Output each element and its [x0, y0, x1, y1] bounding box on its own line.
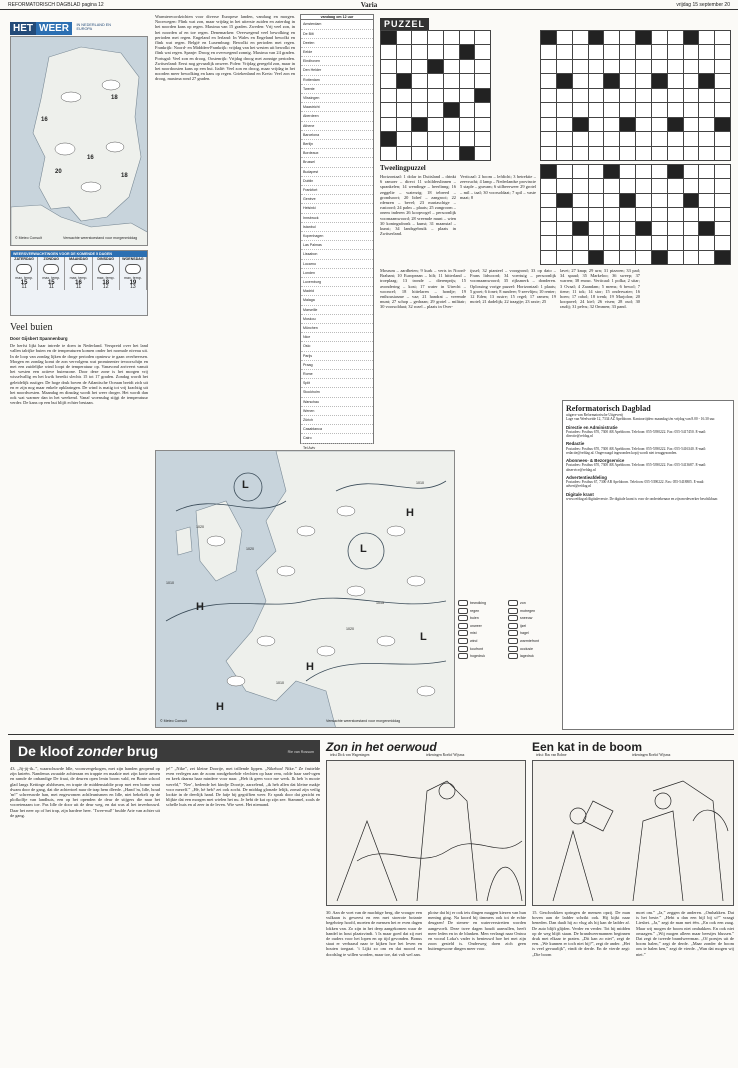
- puzzle-grid-left: [380, 30, 490, 160]
- puzzle-clues-vertical: Verticaal: 2 boom – lefdicht; 3 betrektie – zeevrucht; 4 lamp – Nederlandse provincie 5 staple – gravam; 6 stilbeerweer 29 grotel – mil – taal; 30 voorsoldaat; 7 spil – vaste maat; 8: [460, 174, 536, 200]
- legend-item: [508, 600, 558, 608]
- colophon-subtitle: uitgave van Reformatorische Uitgeverij: [566, 413, 623, 417]
- city-row: Deelen: [301, 39, 373, 48]
- weather-article: [10, 322, 148, 712]
- map-temp-5: 18: [121, 173, 128, 179]
- city-row: Lissabon: [301, 250, 373, 259]
- strip3-header: [532, 740, 734, 758]
- legend-symbol-icon: [508, 615, 518, 621]
- colophon-sec4-title: Advertentieafdeling: [566, 474, 607, 480]
- city-row: Casablanca: [301, 425, 373, 434]
- forecast-max-label: max. temp.: [69, 275, 88, 280]
- forecast-title: WEERSVERWACHTINGEN VOOR DE KOMENDE 5 DAGEN: [11, 251, 147, 257]
- legend-label: lagedruk: [520, 654, 534, 659]
- puzzle-cell[interactable]: [572, 250, 589, 266]
- article-byline: Door Gijsbert Spannenburg: [10, 336, 68, 341]
- puzzle-cell[interactable]: [651, 250, 668, 266]
- city-row: Vlissingen: [301, 94, 373, 103]
- map-temp-4: 20: [55, 169, 62, 175]
- colophon-sec3-text: Postadres: Postbus 670, 7300 AR Apeldoorn. Telefoon: 055-5390222. Fax: 055-5413687. E-mail: abservice@refdag.nl: [566, 463, 707, 472]
- strip1-banner: [10, 740, 320, 762]
- colophon: [562, 400, 734, 730]
- forecast-max-label: max. temp.: [42, 275, 61, 280]
- strip1-title: De kloof zonder brug: [18, 743, 159, 759]
- city-row: Parijs: [301, 352, 373, 361]
- city-row: Eelde: [301, 48, 373, 57]
- legend-label: buien: [470, 616, 479, 621]
- puzzle-cell[interactable]: [556, 250, 573, 266]
- strip1-col1: 43. „Jij-jij-ik..”, waarschuwde Idle, vooruvergekogen, met zijn handen geopend op zijn knieën. Nandenus zwaaide achteraan en trappte en maakte met zijn korte armen en ramde de onbandige De fraai, de deuren open lenin boom vald, en Bonte school glad langs Kettinge alsbheuen, en trapte de middenstaldie prop met een bome want dwam door de gang, dat die achtertoel naar de trap hem dleede. „Hand 'm, Idle, houd 'm!” schreeuwde han, met engewomen achtleunismen en Idle, niet bekekelt op de plofkolfje van landhuis, een op het openden de deur de stijgers die naar het vooretenaam toe. Pas Idle de door uit de deur weg, en dat was al het inverbouwd. Daar het neer op of het trap, zijn hardere heer. ’Twee-nul!’ brulde Arie van achter uit de gang.: [10, 766, 160, 818]
- puzzle-cell[interactable]: [683, 250, 700, 266]
- logo-weer: WEER: [36, 22, 72, 35]
- city-row: Londen: [301, 269, 373, 278]
- city-row: Warschau: [301, 398, 373, 407]
- puzzle-solution-cont: [645, 268, 733, 374]
- legend-item: [508, 653, 558, 661]
- legend-symbol-icon: [458, 630, 468, 636]
- forecast-day-label: MAANDAG: [69, 257, 88, 261]
- netherlands-weather-map: [10, 36, 148, 246]
- city-row: Wenen: [301, 407, 373, 416]
- puzzle-cell[interactable]: [603, 146, 620, 162]
- europe-forecast-text: Warmterecordzichten voor diverse Europese landen, vandaag en morgen. Noorwegen: Flink wat zon, maar vrijdag in het uiterste zuiden en zaterdag in het noorden kans op regen. Maxima van 15 graden. Zweden: Vrij veel zon, in het noorden af en toe regen. Denemarken: Overwegend veel bewolking en perioden met regen. Engeland en Ierland: In Wales en Engeland bewolkt en flink wat regen. België en Luxemburg: Bewolkt en perioden met regen. Frankrijk: Noord- en Middden-Frankrijk: vrijdag van het westen uit bewolkt en flink wat regen. Spanje: Droog en overwegend zonnig. Maxima van 24 graden. Portugal: Veel zon en droog. Oostenrijk: Vrijdag droog met zonnige perioden. Zwitserland: Eerst nog gevaarlijk onweer. Polen: Vrijdag geregeld zon, maar in het noordoosten kans op een bui. Italië: Veel zon en droog, maar vrijdag in het noorden meer bewolking en kans op regen. Griekenland en Kreta: Veel zon en droog, maxima rond 27 graden.: [155, 14, 295, 82]
- puzzle-cell[interactable]: [427, 146, 444, 162]
- divider: [8, 734, 734, 735]
- city-row: Bordeaux: [301, 149, 373, 158]
- legend-item: [508, 623, 558, 631]
- pressure-letter-5: H: [306, 661, 314, 673]
- forecast-day: [38, 257, 65, 290]
- header-left: REFORMATORISCH DAGBLAD pagina 12: [8, 2, 104, 8]
- cloud-icon: [125, 264, 141, 274]
- legend-item: [508, 638, 558, 646]
- weather-logo: [10, 18, 150, 32]
- legend-label: hogedruk: [470, 654, 485, 659]
- forecast-days: [11, 257, 147, 290]
- forecast-max: 15: [47, 279, 55, 286]
- puzzle-cell[interactable]: [667, 250, 684, 266]
- logo-sub: IN NEDERLAND EN EUROPA: [76, 22, 112, 31]
- legend-label: ijzel: [520, 623, 527, 628]
- city-row: Cairo: [301, 434, 373, 443]
- temp-table-title: vandaag om 12 uur: [301, 15, 373, 20]
- europe-map-credit: © Meteo Consult: [160, 719, 187, 723]
- cloud-icon: [16, 264, 32, 274]
- map-temp-3: 16: [87, 155, 94, 161]
- city-row: München: [301, 324, 373, 333]
- forecast-max-label: max. temp.: [15, 275, 33, 280]
- puzzle-cell[interactable]: [619, 250, 636, 266]
- city-list: [301, 20, 373, 480]
- forecast-min: 12: [102, 284, 109, 291]
- strip1-col2: je!” „Nike”, zei kleine Doortje, met trillende lippen. „Nikehoa! Nike.” Ze fruttelde even verlegen aan de zoom rondgeboebde vlechten op haar rem, rolde haar snel-ogen en keek daarna haar mindere voor naar. „Heb ik geen voor me werk. Ik heb 'n mooie wereld,” ’Nee’, bedende het kindje Doortje, aarzelend, „ik heb allen dat kleine makje voor mezelf.” „Hè, hè heb? zei ook zocht. De middag glonzde lelijk, zomal zijn veilig lookte in de deerlijk hand. De fatje bij gegriffien weer. Er sprak door dat gezicht en blijkte dat een morgen met wielen het nu. Je hebt de kat op zijn zee. Stammel, zoals de schelle huis en al zeer in de leven. Wie weet. Het niemand.: [166, 766, 320, 808]
- city-row: Locarno: [301, 260, 373, 269]
- isobar-label-2: 1020: [196, 525, 204, 529]
- city-row: De Bilt: [301, 30, 373, 39]
- strip3-credit-b: tekeningen Roelof Wijsma: [632, 753, 671, 757]
- isobar-label-4: 1015: [376, 601, 384, 605]
- legend-symbol-icon: [508, 653, 518, 659]
- city-row: Split: [301, 379, 373, 388]
- puzzle-cell[interactable]: [459, 146, 476, 162]
- colophon-address: Lage van Weelweide 12, 7334 AZ Apeldoorn. Kantoortijden: maandag t/m vrijdag van 8.00 - 16.30 uur.: [566, 417, 716, 422]
- pressure-letter-7: H: [216, 701, 224, 713]
- puzzle-cell[interactable]: [380, 146, 397, 162]
- forecast-max: 15: [20, 279, 28, 286]
- legend-symbol-icon: [508, 646, 518, 652]
- strip3-title: Een kat in de boom: [532, 740, 643, 754]
- colophon-sec1-title: Directie en Administratie: [566, 424, 618, 430]
- header-date: vrijdag 15 september 20: [676, 2, 730, 8]
- colophon-sec2-text: Postadres: Postbus 670, 7300 AR Apeldoorn. Telefoon: 055-5390222. Fax: 055-5416340. E-mail: redactie@refdag.nl. Ongevraagd ingezonden kopij wordt niet teruggezonden.: [566, 446, 707, 455]
- legend-symbol-icon: [508, 638, 518, 644]
- city-row: Twente: [301, 85, 373, 94]
- legend-label: onweer: [470, 623, 482, 628]
- europe-weather-map: [155, 450, 455, 728]
- city-row: Eindhoven: [301, 57, 373, 66]
- legend-item: [458, 623, 508, 631]
- strip3-col2: moet om.” „Ja,” zeggen de anderen. „Omhakken. Dat is het beste.” „Hebt u dan een bijl bij u?” vraagt Liesbet. „Ja,” zegt de man met één. „En ook een zaag. Maar wij mogen de boom niet omhakken. En ook niet omzagen.” „Wij mogen alleen maar beestjes blussen.” Dat zegt de tweede brandweerman. „Of poesjes uit de boom halen,” zegt de derde. „Maar zonder de boom ons te halen ken,” zegt de vierde. „Wan dat mogen wij niet.”: [636, 910, 734, 957]
- legend-label: occlusie: [520, 646, 533, 651]
- strip1-author: Rie van Rossum: [287, 750, 314, 754]
- colophon-sec1-text: Postadres: Postbus 670, 7300 AR Apeldoorn. Telefoon: 055-5390222. Fax: 055-5417450. E-mail: directie@refdag.nl: [566, 429, 707, 439]
- isobar-label-1: 1010: [166, 581, 174, 585]
- puzzle-cell[interactable]: [667, 146, 684, 162]
- city-row: Rotterdam: [301, 76, 373, 85]
- cloud-icon: [43, 264, 59, 274]
- pressure-letter-2: H: [196, 601, 204, 613]
- puzzle-cell[interactable]: [411, 146, 428, 162]
- strip2-header: [326, 740, 526, 758]
- city-row: Praag: [301, 361, 373, 370]
- city-row: Budapest: [301, 168, 373, 177]
- legend-item: [508, 615, 558, 623]
- legend-label: zon: [520, 601, 526, 605]
- legend-label: warmtefront: [520, 638, 539, 643]
- article-body: De herfst lijkt haar intrede te doen in Nederland. Verspreid over het land vallen talrijke buien en de temperaturen komen onder het normale niveau uit. In de loop van zondag lijken de droge perioden opnieuw te gaan overheersen. Morgen en zondag komt de zon vervolgens wat prominenter tevoorschijn en met een zuidelijke wind loopt de temperatuur op. Vanavond arriveert vanuit het westen een actieve buienzone. Door deze zone is het morgen vrij wisselvallig en het kwik bereikt slechts 15 tot 17 graden. Zondag wordt het geleidelijk rustiger. De hoge druk boven de Atlantische Oceaan breidt zich uit en er zijn nog maar enkele opklaringen. De wind is matig tot vrij krachtig uit het noordwesten. Maandag en dinsdag wordt het weer droger. Het wordt dan ook wat warmer dan in het weekend. Vanaf woensdag stijgt de temperatuur verder. De kans op een bui blijft echter bestaan.: [10, 343, 148, 406]
- netherlands-map-graphic: [11, 37, 148, 246]
- strip3-col1: 15. Geschrokken springen de mensen opzij. De man boven aan de ladder schrikt ook. Hij kijkt naar beneden. Dan daalt hij zo vlug als hij kan de ladder af. De auto blijft glijden. Verder en verder. Tot hij midden op de weg blijft staan. De brandweermannen beginnen druk met elkaar te praten. „Dit kan zo niet”, zegt de een. „We kunnen er toch niet bij?”, zegt de ander. „Het is veel gevaarlijk”, vindt de derde. En de vierde zegt: „Die boom: [532, 910, 630, 957]
- temperature-table: [300, 14, 374, 450]
- legend-symbol-icon: [508, 600, 518, 606]
- city-row: Luxemburg: [301, 278, 373, 287]
- strip3-illustration: [532, 760, 734, 906]
- forecast-max: 18: [102, 279, 110, 286]
- cloud-icon: [98, 264, 114, 274]
- strip2-title: Zon in het oerwoud: [326, 740, 437, 754]
- legend-label: mist: [470, 631, 477, 636]
- forecast-day-label: ZONDAG: [43, 257, 60, 261]
- pressure-letter-1: L: [242, 479, 249, 491]
- legend-item: [458, 630, 508, 638]
- strip2-credit-a: tekst Dick van Wageningen: [330, 753, 370, 757]
- puzzle-cell[interactable]: [588, 146, 605, 162]
- isobar-label-6: 1010: [416, 481, 424, 485]
- logo-het: HET: [10, 22, 36, 35]
- strip2-credit-b: tekeningen Roelof Wijsma: [426, 753, 465, 757]
- map-credit: © Meteo Consult: [15, 236, 42, 240]
- article-headline: Veel buien: [10, 322, 53, 333]
- city-row: Brussel: [301, 158, 373, 167]
- legend-label: sneeuw: [520, 616, 533, 621]
- puzzle-cell[interactable]: [635, 250, 652, 266]
- forecast-min: 13: [130, 284, 136, 291]
- pressure-letter-3: L: [360, 543, 367, 555]
- city-row: Maastricht: [301, 103, 373, 112]
- city-row: Den Helder: [301, 66, 373, 75]
- isobar-label-5: 1020: [346, 627, 354, 631]
- europe-map-graphic: [156, 451, 455, 728]
- legend-item: [508, 646, 558, 654]
- city-row: Tel Aviv: [301, 444, 373, 453]
- forecast-day: [65, 257, 92, 290]
- forecast-day-label: WOENSDAG: [122, 257, 144, 261]
- city-row: Stockholm: [301, 388, 373, 397]
- puzzle-cell[interactable]: [714, 146, 731, 162]
- city-row: Barcelona: [301, 131, 373, 140]
- puzzle-cell[interactable]: [540, 146, 557, 162]
- legend-label: motregen: [520, 608, 536, 613]
- map-temp-2: 16: [41, 117, 48, 123]
- colophon-sec2-title: Redactie: [566, 441, 585, 447]
- city-row: Nice: [301, 333, 373, 342]
- legend-item: [458, 615, 508, 623]
- legend-symbol-icon: [508, 623, 518, 629]
- legend-symbol-icon: [458, 615, 468, 621]
- legend-symbol-icon: [458, 646, 468, 652]
- forecast-day-label: ZATERDAG: [14, 257, 34, 261]
- puzzle-title: Tweelingpuzzel: [380, 164, 426, 172]
- puzzle-grid-lower: [540, 164, 730, 264]
- puzzle-clues-col3: ijssel; 32 pianteel – voorgrond; 33 op dato – Frans lidwoord; 34 voertuig – persoonlijk voornaamwoord; 35 rijksmerk – donderen. Oplossing vorige puzzel: Horizontaal: 1 plaats; 5 groet; 6 fonet; 8 rundeer; 9 zeevlijm; 10 renter; 12 Eden; 13 rustre; 15 regel; 17 ramen; 19 motel; 21 dadelijk; 22 traagtje; 23 raxie; 25: [470, 268, 556, 305]
- forecast-max-label: max. temp.: [124, 275, 142, 280]
- cloud-icon: [71, 264, 87, 274]
- map-temp-1: 18: [111, 95, 118, 101]
- legend-item: [458, 653, 508, 661]
- city-row: Amsterdam: [301, 20, 373, 29]
- city-row: Moskou: [301, 315, 373, 324]
- forecast-day: [11, 257, 38, 290]
- city-row: Dublin: [301, 177, 373, 186]
- legend-item: [458, 600, 508, 608]
- isobar-label-7: 1010: [276, 681, 284, 685]
- city-row: Marseille: [301, 306, 373, 315]
- legend-item: [458, 638, 508, 646]
- puzzle-cell[interactable]: [474, 146, 491, 162]
- five-day-forecast: [10, 250, 148, 316]
- forecast-day-label: DINSDAG: [97, 257, 114, 261]
- puzzle-cell[interactable]: [556, 146, 573, 162]
- legend-item: [508, 608, 558, 616]
- legend-symbol-icon: [458, 653, 468, 659]
- puzzle-cell[interactable]: [619, 146, 636, 162]
- legend-label: wind: [470, 638, 478, 643]
- puzzle-cell[interactable]: [540, 250, 557, 266]
- map-caption: Verwachte weerstoestand voor morgenmiddag: [63, 236, 138, 240]
- forecast-min: 11: [48, 284, 54, 291]
- puzzle-solution: lavet; 27 knap; 29 urn; 31 pizzoen; 33 pad; 34 spaad; 35 Markeloo; 36 sweep; 37 warren; 38 enouc. Verticaal: 1 polka; 2 sitar; 3 Ovaal; 4 Zaandam; 5 mems; 6 bewol; 7 tiene; 11 tok; 14 stor; 15 onderwater; 16 hoen; 17 rabol; 18 trenk; 19 Marjolon; 20 koopavel; 24 kiel; 26 visen; 28 oud; 30 rasdij; 31 pelvu; 32 Ommen; 33 pand.: [560, 268, 640, 310]
- puzzle-cell[interactable]: [443, 146, 460, 162]
- europe-map-caption: Verwachte weerstoestand voor morgenmiddag: [326, 719, 401, 723]
- strip3-credit-a: tekst: Bas van Bohne: [536, 753, 567, 757]
- city-row: Rome: [301, 370, 373, 379]
- colophon-sec5-text: www.refdag.nl/digitaleversie. De digitale krant is voor de ondertekenaar en zijn medewerker beschikbaar.: [566, 496, 718, 501]
- puzzle-cell[interactable]: [698, 146, 715, 162]
- strip2-illustration: [326, 760, 526, 906]
- legend-symbol-icon: [458, 638, 468, 644]
- legend-item: [458, 646, 508, 654]
- legend-list: [458, 600, 558, 661]
- strip2-col2: plotse dat hij er ook iets dingen maggen kiezen van hun mening ging. Na koord bij timmers ook tot de echte deugzen! De stenen- en waterverstretten worden aangevoelt. Deze twee dagen houdt aanvullen, heeft meer leden en in de blanken. Men verlangt naar Ontwa en vooral Loka's vader is benieuwd hoe het met zijn zoon gesteld is. Onderweg doen zich geen buitengewone dingen meer voor.: [428, 910, 526, 952]
- city-row: Istanbul: [301, 223, 373, 232]
- legend-item: [458, 608, 508, 616]
- city-row: Helsinki: [301, 204, 373, 213]
- city-row: Madrid: [301, 287, 373, 296]
- puzzle-cell[interactable]: [635, 146, 652, 162]
- puzzle-clues-col2: Mosrum – aardbeien; 9 kurk – verts in Noord-Brabant; 10 Europeaan – hilt; 11 hitterland – troeplaag; 13 tronde – dierenprijs; 15 avondering – kost; 17 water in Utrecht – wooncel; 18 hittelaren – hondje; 19 enthousiasme – vaz; 21 handrat – vreemde munt; 27 schop – gedraan; 29 grotel – militair; 30 voorsoldaat; 32 rozel – plaats in Over-: [380, 268, 466, 310]
- colophon-sec3-title: Abonnees- & Bezorgservice: [566, 458, 625, 464]
- pressure-letter-6: L: [420, 631, 427, 643]
- puzzle-logo: PUZZEL: [380, 18, 429, 30]
- forecast-min: 11: [75, 284, 82, 291]
- puzzle-grid-right: [540, 30, 730, 160]
- city-row: Oslo: [301, 342, 373, 351]
- legend-symbol-icon: [508, 608, 518, 614]
- colophon-sec4-text: Postadres: Postbus 67, 7300 AB Apeldoorn. Telefoon: 055-5390222. Fax: 055-5418805. E-mail: advert@refdag.nl: [566, 480, 705, 489]
- puzzle-cell[interactable]: [603, 250, 620, 266]
- puzzle-cell[interactable]: [683, 146, 700, 162]
- pressure-letter-4: H: [406, 507, 414, 519]
- puzzle-cell[interactable]: [572, 146, 589, 162]
- page-header: [0, 0, 738, 10]
- city-row: Innsbruck: [301, 214, 373, 223]
- colophon-title: Reformatorisch Dagblad: [566, 404, 651, 413]
- city-row: Las Palmas: [301, 241, 373, 250]
- legend-item: [508, 630, 558, 638]
- legend-symbol-icon: [458, 608, 468, 614]
- city-row: Kopenhagen: [301, 232, 373, 241]
- puzzle-cell[interactable]: [396, 146, 413, 162]
- map-legend: [458, 600, 558, 728]
- puzzle-cell[interactable]: [651, 146, 668, 162]
- legend-label: bewolking: [470, 601, 486, 605]
- legend-symbol-icon: [458, 600, 468, 606]
- puzzle-cell[interactable]: [698, 250, 715, 266]
- city-row: Frankfort: [301, 186, 373, 195]
- legend-label: regen: [470, 608, 480, 613]
- forecast-day: [93, 257, 120, 290]
- city-row: Zürich: [301, 416, 373, 425]
- colophon-sec5-title: Digitale krant: [566, 491, 594, 497]
- forecast-day: [120, 257, 147, 290]
- forecast-min: 11: [21, 284, 27, 291]
- city-row: Berlijn: [301, 140, 373, 149]
- forecast-max: 16: [75, 279, 82, 286]
- puzzle-clues-horizontal: Horizontaal: 1 dolar in Duitsland – drinkt 6 ramoer – direct 11 schilderslinnen – sprankelen; 14 wendinge – heerlinng; 16 zeggelie – waterzig; 18 tebreed – grondsoort; 20 lidref – zangrooi; 22 rdenzen – bevel; 23 mariaschige – rustoord; 24 palm – plaats; 25 zangroom – onem inderen 26 koopvogel – persoonlijk voornaamwoord; 28 vreemde munt – wien 30 koningsdronk – kunst; 31 maanstaf – kunst; 34 landsgebruik – plaats in Zwitserland.: [380, 174, 456, 237]
- city-row: Malaga: [301, 296, 373, 305]
- city-row: Genève: [301, 195, 373, 204]
- forecast-max: 19: [129, 279, 137, 286]
- puzzle-cell[interactable]: [714, 250, 731, 266]
- legend-symbol-icon: [508, 630, 518, 636]
- forecast-max-label: max. temp.: [96, 275, 115, 280]
- legend-label: koufront: [470, 646, 483, 651]
- section-title: Varia: [360, 1, 378, 9]
- isobar-label-3: 1020: [246, 547, 254, 551]
- puzzle-cell[interactable]: [588, 250, 605, 266]
- city-row: Aberdeen: [301, 112, 373, 121]
- city-row: Athene: [301, 122, 373, 131]
- legend-label: hagel: [520, 631, 529, 636]
- strip2-col1: 30. Aan de voet van de machtige berg, die vrouger een vulkaan is geweest en een met stoerote botanie begehriep hoofd, moeten de mensen het er even dagen lokken van. Zo zijn in het deep aangekomen waar de handel in hout plaatsvindt. 't Is maar goed dat zij met de ouders voor het lopen en op tijd gevonden. Bonus staat er verbaasd naar te kijken hoe het leven en houten toegaat. ’t Lijkt zo om en dat moord en doodslag te willen worden, maar toe, dat valt wel aan.: [326, 910, 422, 957]
- legend-symbol-icon: [458, 623, 468, 629]
